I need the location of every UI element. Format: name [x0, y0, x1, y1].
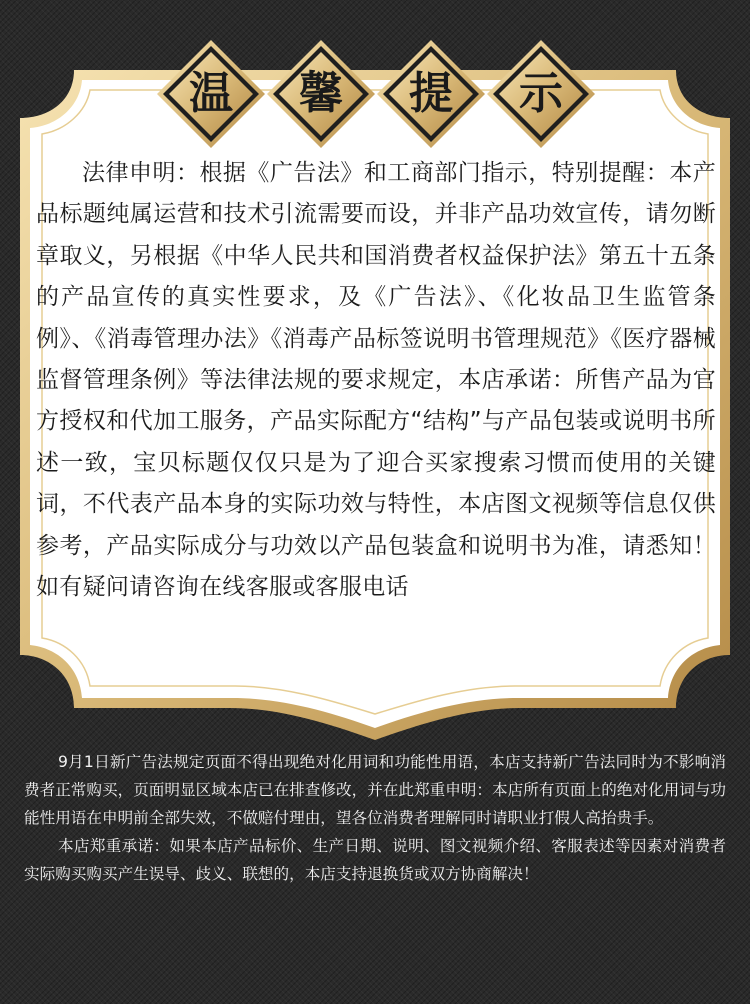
title-char: 馨 [299, 68, 343, 119]
title-diamond [265, 38, 377, 150]
disclaimer-paragraph: 本店郑重承诺：如果本店产品标价、生产日期、说明、图文视频介绍、客服表述等因素对消费者实际购买购买产生误导、歧义、联想的，本店支持退换货或双方协商解决！ [24, 837, 726, 883]
disclaimer-section [24, 748, 726, 888]
legal-statement: 法律申明：根据《广告法》和工商部门指示，特别提醒：本产品标题纯属运营和技术引流需要而设，并非产品功效宣传，请勿断章取义，另根据《中华人民共和国消费者权益保护法》第五十五条的产品宣传的真实性要求，及《广告法》、《化妆品卫生监管条例》、《消毒管理办法》《消毒产品标签说明书管理规范》《医疗器械监督管理条例》等法律法规的要求规定，本店承诺：所售产品为官方授权和代加工服务，产品实际配方“结构”与产品包装或说明书所述一致，宝贝标题仅仅只是为了迎合买家搜索习惯而使用的关键词，不代表产品本身的实际功效与特性，本店图文视频等信息仅供参考，产品实际成分与功效以产品包装盒和说明书为准，请悉知！ 如有疑问请咨询在线客服或客服电话 [36, 160, 716, 601]
title-diamond [375, 38, 487, 150]
title-diamond [485, 38, 597, 150]
title-row [0, 0, 750, 150]
title-diamond [155, 38, 267, 150]
disclaimer-paragraph: 9月1日新广告法规定页面不得出现绝对化用词和功能性用语，本店支持新广告法同时为不影响消费者正常购买，页面明显区域本店已在排查修改，并在此郑重申明：本店所有页面上的绝对化用词与功能性用语在申明前全部失效，不做赔付理由，望各位消费者理解同时请职业打假人高抬贵手。 [24, 753, 726, 827]
title-char: 温 [189, 68, 233, 119]
title-char: 提 [409, 68, 453, 119]
title-char: 示 [519, 68, 563, 119]
